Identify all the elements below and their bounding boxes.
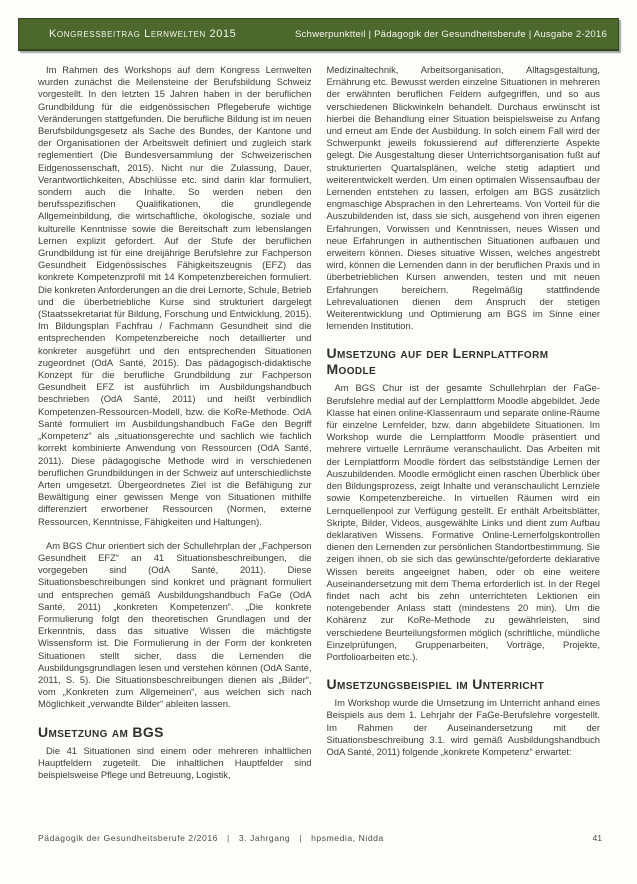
paragraph-situationsbeschreibungen: Am BGS Chur orientiert sich der Schullehrplan der „Fachperson Gesundheit EFZ“ an 41 Situationsbeschreibungen, die vorgegeben sind (OdA Santé, 2011). Diese Situationsbeschreibungen sind konkret und prägnant formuliert und entsprechen gemäß Ausbildungshandbuch FaGe (OdA Santé, 2011) „konkreten Kompetenzen“. „Die konkrete Formulierung folgt den theoretischen Grundlagen und der Erkenntnis, dass das situative Wissen die mächtigste Wissensform ist. Die Formulierung in der Form der konkreten Situationen stellt sicher, dass die Lernenden die Ausbildungsgrundlagen lesen und verstehen können (OdA Santé, 2011, S. 5). Die Situationsbeschreibungen dienen als „Bilder“, vom „Konkreten zum Allgemeinen“, aus welchen sich nach Möglichkeit „verwandte Bilder“ ableiten lassen. [38,539,312,710]
footer-imprint [38,833,384,843]
footer-separator: | [299,833,303,843]
header-issue-label: Schwerpunktteil | Pädagogik der Gesundheitsberufe | Ausgabe 2-2016 [294,28,607,40]
header-congress-label: Kongressbeitrag Lernwelten 2015 [49,28,237,40]
page-header-banner [18,18,619,51]
footer-journal-title: Pädagogik der Gesundheitsberufe 2/2016 [38,833,219,843]
paragraph-intro-berufsbildung: Im Rahmen des Workshops auf dem Kongress Lernwelten wurden zunächst die Meilensteine der Berufsbildung Schweiz vorgestellt. In den letzten 15 Jahren haben in der beruflichen Grundbildung für die eidgenössischen Pflegeberufe wichtige Veränderungen stattgefunden. Die berufliche Bildung ist im neuen Berufsbildungsgesetz als Sache des Bundes, der Kantone und der Organisationen der Arbeitswelt definiert und zugleich stark reglementiert (Die Bundesversammlung der Schweizerischen Eidgenossenschaft, 2015). Nicht nur die Zulassung, Dauer, Verantwortlichkeiten, Abschlüsse etc. sind darin klar formuliert, sondern auch die Inhalte. So werden neben den berufsspezifischen Qualifikationen, die grundlegende Allgemeinbildung, die wirtschaftliche, ökologische, soziale und kulturelle Kenntnisse sowie die Bereitschaft zum lebenslangen Lernen explizit gefordert. Auf der Stufe der beruflichen Grundbildung ist für eine dreijährige Berufslehre zur Fachperson Gesundheit Eidgenössisches Fähigkeitszeugnis (EFZ) das konkrete Kompetenzprofil mit 14 Kompetenzbereichen formuliert. Die konkreten Anforderungen an die drei Lernorte, Schule, Betrieb und die überbetriebliche Kurse sind strukturiert dargelegt (Staatssekretariat für Bildung, Forschung und Entwicklung, 2015). Im Bildungsplan Fachfrau / Fachmann Gesundheit sind die entsprechenden Kompetenzbereiche noch detaillierter und konkreter ausgeführt und den entsprechenden Situationen zugeordnet (OdA Santé, 2015). Das pädagogisch-didaktische Konzept für die berufliche Grundbildung zur Fachperson Gesundheit EFZ ist ausführlich im Ausbildungshandbuch beschrieben (OdA Santé, 2011) und heißt verbindlich Kompetenzen-Ressourcen-Modell, bzw. die KoRe-Methode. OdA Santé formuliert im Ausbildungshandbuch FaGe den Begriff „Kompetenz“ als „situationsgerechte und sachlich wie fachlich korrekt kombinierte Anwendung von Ressourcen (OdA Santé, 2011). Diese pädagogische Methode wird in verschiedenen beruflichen Grundbildungen in der Schweiz auf unterschiedlichste Arten umgesetzt. Übergeordnetes Ziel ist die Befähigung zur Bewältigung einer gewissen Menge von Situationen mithilfe differenziert erworbener Ressourcen (Normen, externe Ressourcen, Kenntnisse, Fähigkeiten und Haltungen). [38,64,312,527]
page-number: 41 [592,833,602,843]
footer-volume: 3. Jahrgang [238,833,291,843]
footer-publisher: hpsmedia, Nidda [311,833,384,843]
section-heading-umsetzungsbeispiel: Umsetzungsbeispiel im Unterricht [326,676,545,693]
section-heading-umsetzung-am-bgs: Umsetzung am BGS [38,723,164,740]
article-body [38,64,600,781]
paragraph-hauptfelder: Die 41 Situationen sind einem oder mehreren inhaltlichen Hauptfeldern zugeteilt. Die inhaltlichen Hauptfelder sind beispielsweise Pflege und Betreuung, Logistik, [38,744,312,780]
page-footer [38,833,602,843]
footer-separator: | [227,833,230,843]
paragraph-moodle: Am BGS Chur ist der gesamte Schullehrplan der FaGe-Berufslehre medial auf der Lernplattform Moodle abgebildet. Jede Klasse hat einen online-Klassenraum und separate online-Räume für einzelne Lernfelder, bzw. dann abgebildete Situationen. Im Workshop wurde die Lernplattform Moodle präsentiert und mehrere virtuelle Lernräume veranschaulicht. Das Arbeiten mit der Lernplattform Moodle fördert das selbstständige Lernen der Auszubildenden. Moodle ermöglicht einen raschen Überblick über den Bildungsprozess, zeigt Inhalte und veranschaulicht Lernziele sowie Kompetenzbereiche. In virtuellen Räumen wird ein Lernquellenpool zur Verfügung gestellt. Er enthält Arbeitsblätter, Skripte, Bilder, Videos, ausgewählte Links und dient zum Aufbau deklarativen Wissens. Formative Online-Lernerfolgskontrollen dienen den Lernenden zur persönlichen Standortbestimmung. Sie zeigen ihnen, ob sie sich das gewünschte/geforderte deklarative Wissen bereits angeeignet haben, oder ob eine weitere Auseinandersetzung mit dem Thema erforderlich ist. In der Regel findet nach acht bis zehn unterrichteten Lektionen ein notengebender Anlass statt (mindestens 20 min). Um die Kohärenz zur KoRe-Methode zu gewährleisten, sind verschiedene Beurteilungsformen möglich (schriftliche, mündliche Einzelprüfungen, Gruppenarbeiten, Vorträge, Projekte, Portfolioarbeiten etc.). [326,382,600,662]
section-heading-lernplattform-moodle: Umsetzung auf der Lernplattform Moodle [326,345,549,378]
paragraph-umsetzungsbeispiel: Im Workshop wurde die Umsetzung im Unterricht anhand eines Beispiels aus dem 1. Lehrjahr der FaGe-Berufslehre vorgestellt. Im Rahmen der Auseinandersetzung mit der Situationsbeschreibung 3.1. wird gemäß Ausbildungshandbuch OdA Santé, 2011) folgende „konkrete Kompetenz“ erwartet: [326,697,600,757]
right-column [327,64,601,781]
paragraph-hauptfelder-continued: Medizinaltechnik, Arbeitsorganisation, Alltagsgestaltung, Ernährung etc. Bewusst werden einzelne Situationen in mehreren der erwähnten beruflichen Feldern aufgegriffen, und so aus verschiedenen Blickwinkeln behandelt. Durchaus erwünscht ist hierbei die Behandlung einer Situation beispielsweise zu Anfang und erneut am Ende der Ausbildung. In solch einem Fall wird der Schwerpunkt jeweils fokussierend auf differenzierte Aspekte gelegt. Die Ausgestaltung dieser Unterrichtsorganisation fußt auf strukturierten Quartalsplänen, welche stetig adaptiert und weiterentwickelt werden. Um einen optimalen Wissensaufbau der Lernenden entstehen zu lassen, erfolgen am BGS zusätzlich engmaschige Absprachen in den Lehrerteams. Von Vorteil für die Auszubildenden ist, dass sie sich, ausgehend von ihren eigenen Erfahrungen, Vorwissen und Kenntnissen, neues Wissen und neue Erfahrungen in authentischen Situationen aufbauen und erweitern können. Dieses situative Wissen, welches angestrebt wird, können die Lernenden dann in der beruflichen Praxis und in überbetrieblichen Kursen anwenden, testen und mit neuen Erfahrungen bereichern. Regelmäßig stattfindende Lehrevaluationen dienen dem Anspruch der stetigen Weiterentwicklung und Optimierung am BGS im Sinne einer lernenden Institution. [326,64,600,332]
left-column [38,64,312,781]
